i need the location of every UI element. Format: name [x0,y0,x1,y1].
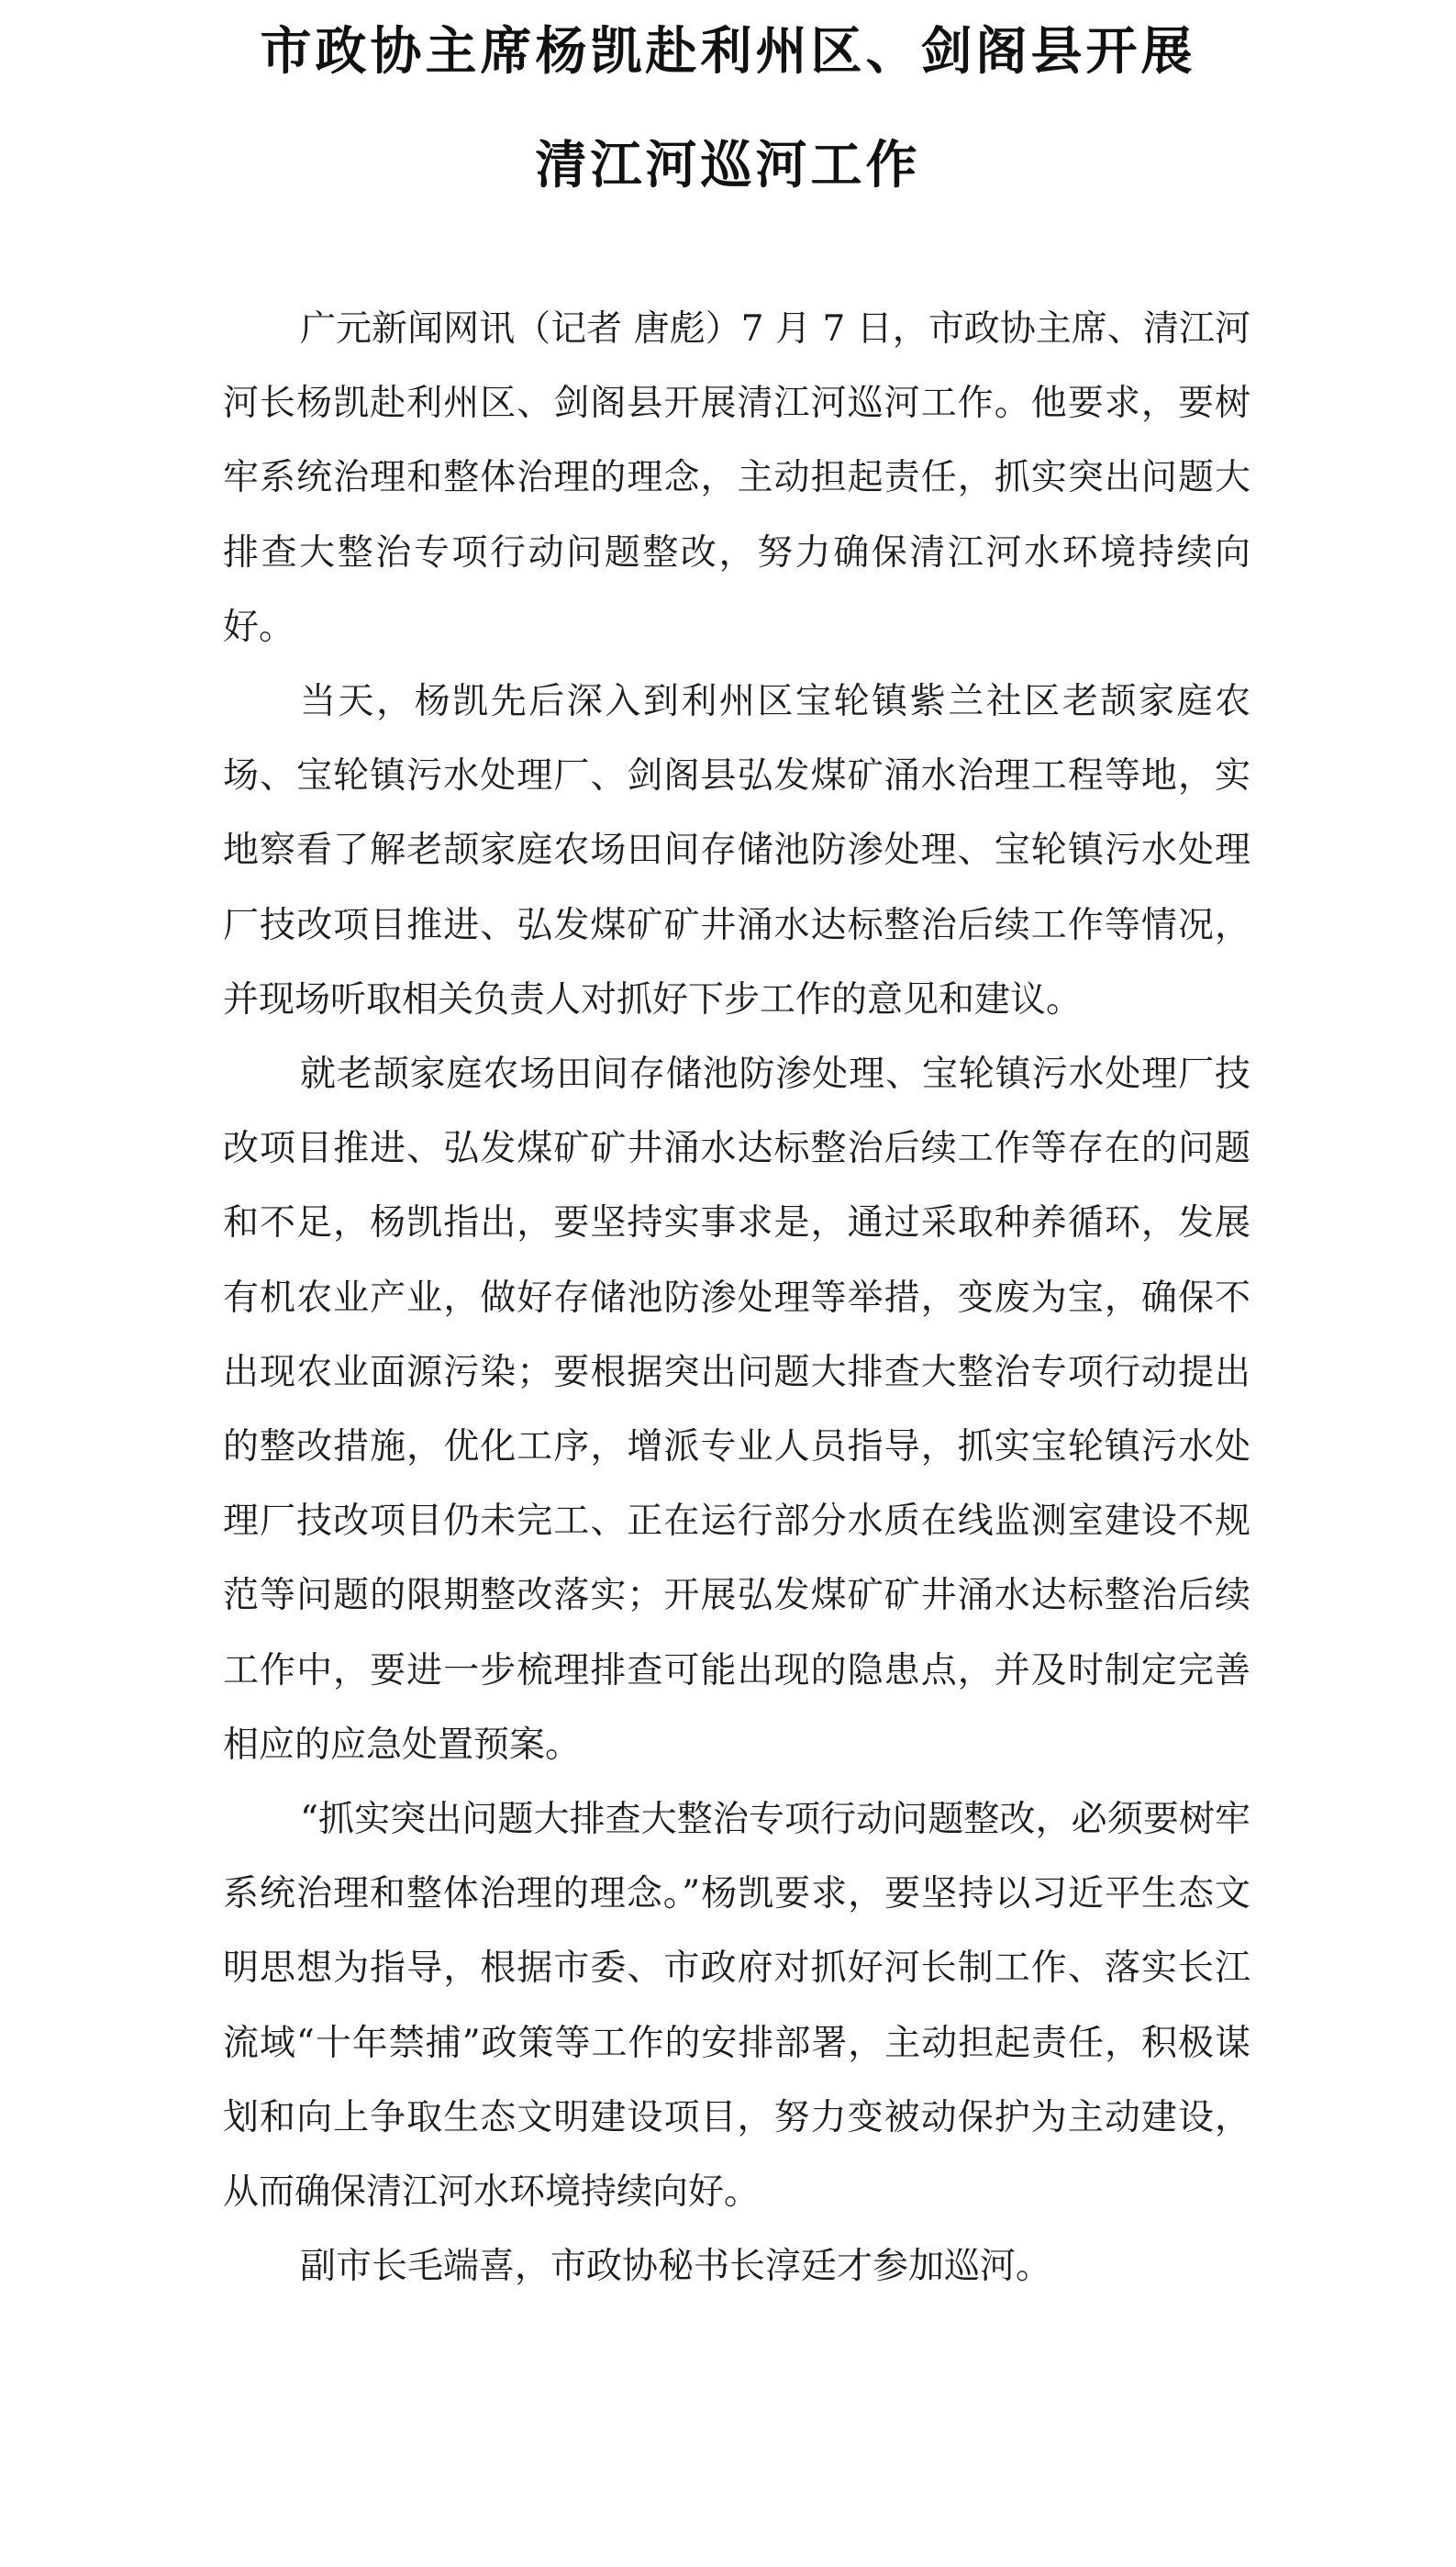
paragraph-3: 就老颉家庭农场田间存储池防渗处理、宝轮镇污水处理厂技改项目推进、弘发煤矿矿井涌水达标整治后续工作等存在的问题和不足，杨凯指出，要坚持实事求是，通过采取种养循环，发展有机农业产业，做好存储池防渗处理等举措，变废为宝，确保不出现农业面源污染；要根据突出问题大排查大整治专项行动提出的整改措施，优化工序，增派专业人员指导，抓实宝轮镇污水处理厂技改项目仍未完工、正在运行部分水质在线监测室建设不规范等问题的限期整改落实；开展弘发煤矿矿井涌水达标整治后续工作中，要进一步梳理排查可能出现的隐患点，并及时制定完善相应的应急处置预案。 [223,1054,1250,1766]
paragraph-2: 当天，杨凯先后深入到利州区宝轮镇紫兰社区老颉家庭农场、宝轮镇污水处理厂、剑阁县弘发煤矿涌水治理工程等地，实地察看了解老颉家庭农场田间存储池防渗处理、宝轮镇污水处理厂技改项目推进、弘发煤矿矿井涌水达标整治后续工作等情况，并现场听取相关负责人对抓好下步工作的意见和建议。 [223,681,1250,1021]
paragraph-5: 副市长毛端喜，市政协秘书长淳廷才参加巡河。 [300,2246,1052,2288]
article-title-line-1: 市政协主席杨凯赴利州区、剑阁县开展 [260,21,1196,82]
article-title-line-2: 清江河巡河工作 [535,135,921,195]
article-body [223,292,1250,2304]
paragraph-4: “抓实突出问题大排查大整治专项行动问题整改，必须要树牢系统治理和整体治理的理念。”杨凯要求，要坚持以习近平生态文明思想为指导，根据市委、市政府对抓好河长制工作、落实长江流域“十年禁捕”政策等工作的安排部署，主动担起责任，积极谋划和向上争取生态文明建设项目，努力变被动保护为主动建设，从而确保清江河水环境持续向好。 [223,1799,1250,2214]
paragraph-1: 广元新闻网讯（记者 唐彪）7 月 7 日，市政协主席、清江河河长杨凯赴利州区、剑阁县开展清江河巡河工作。他要求，要树牢系统治理和整体治理的理念，主动担起责任，抓实突出问题大排查大整治专项行动问题整改，努力确保清江河水环境持续向好。 [223,308,1250,648]
